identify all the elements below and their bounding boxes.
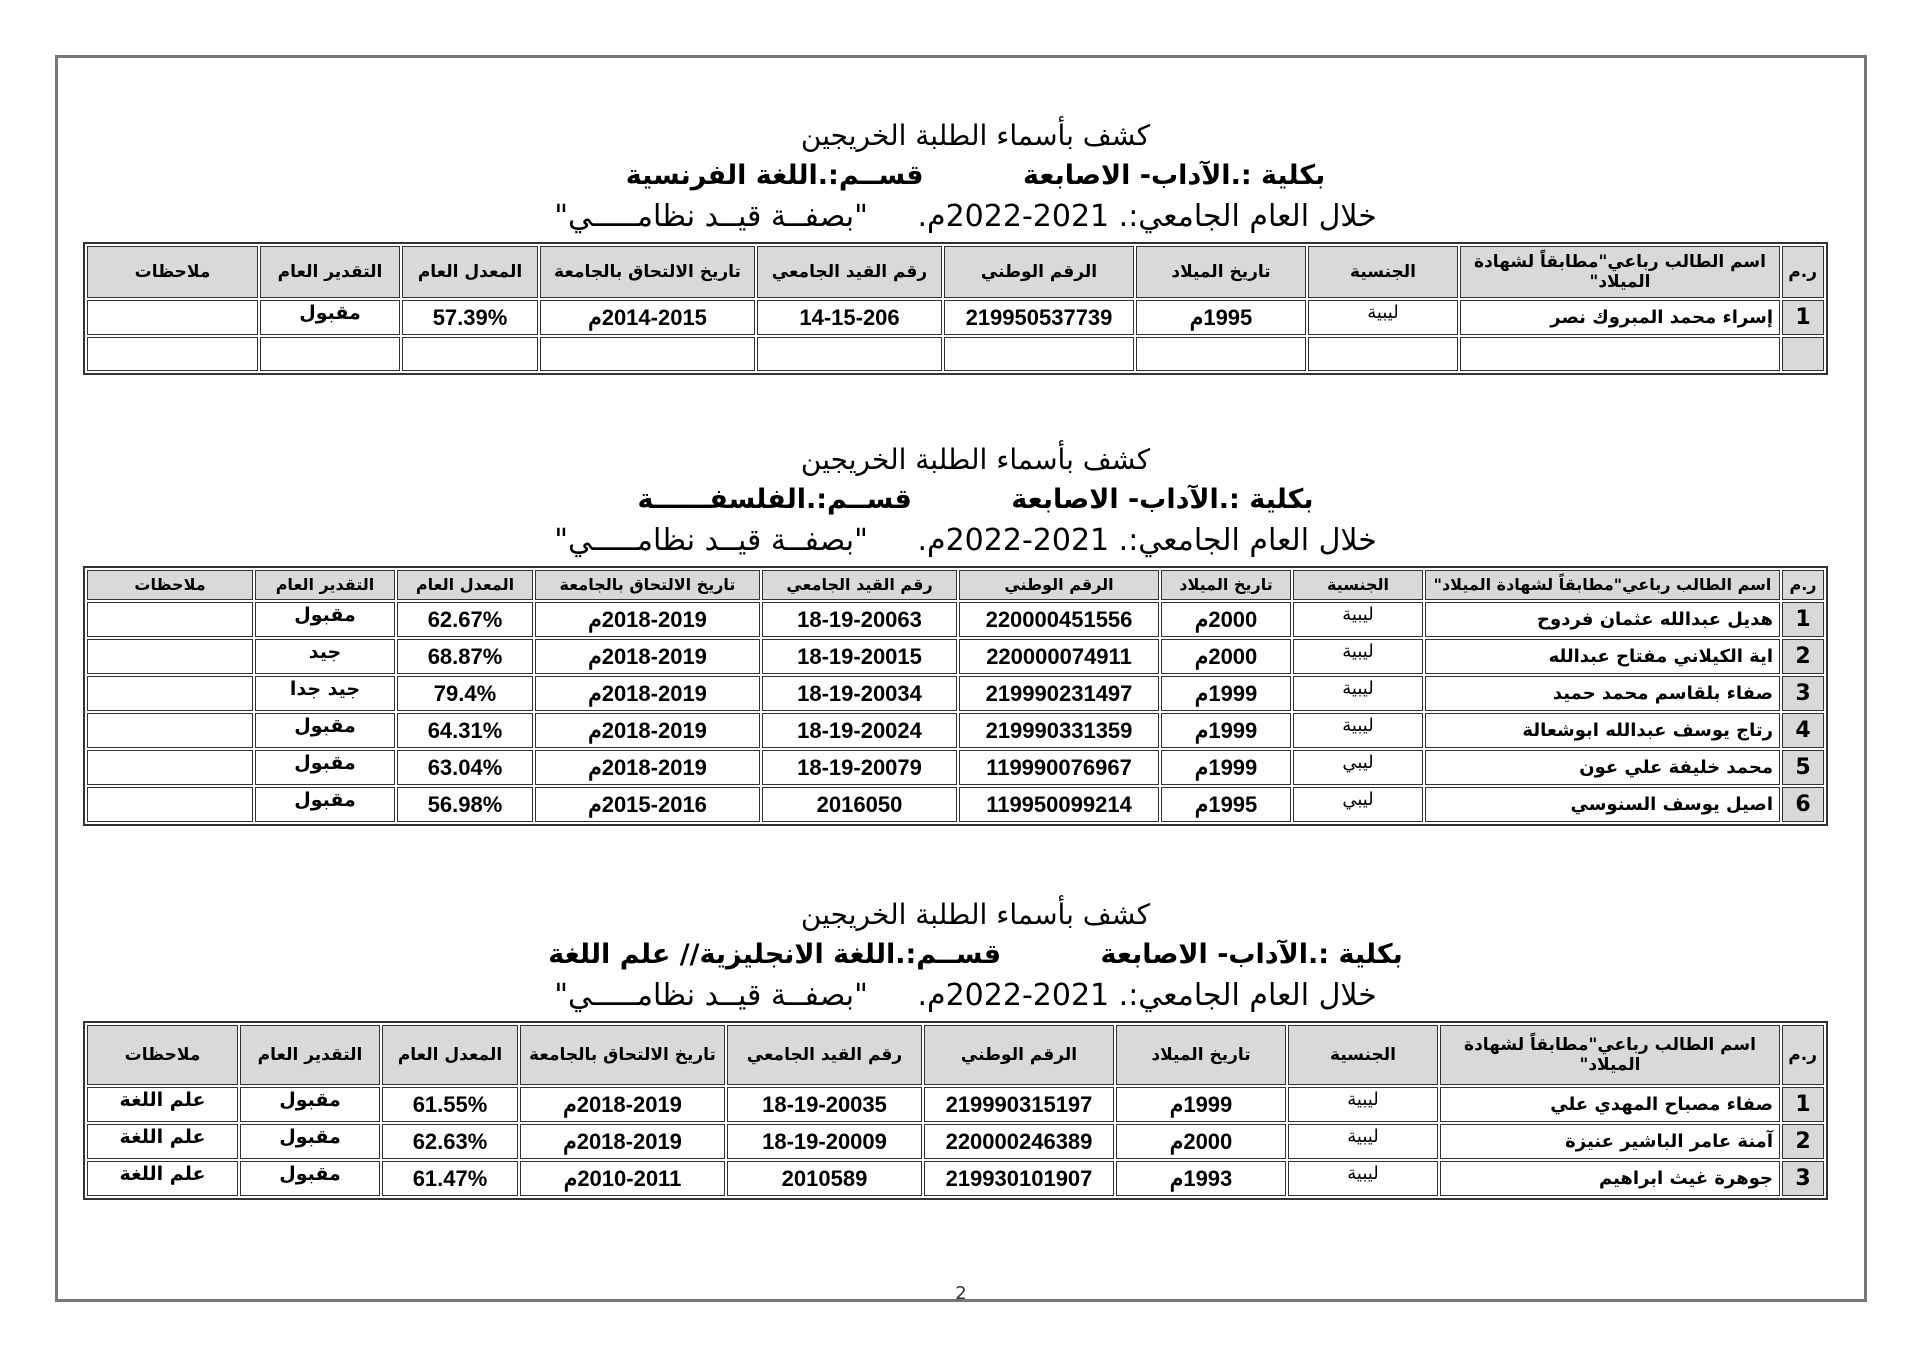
cell-gpa: 79.4%: [397, 676, 533, 711]
cell-gpa: 64.31%: [397, 713, 533, 748]
cell-index: 2: [1782, 639, 1824, 674]
cell-notes: [87, 787, 253, 822]
academic-year-line: [83, 196, 1828, 238]
cell-birth-date: 2000م: [1116, 1124, 1286, 1159]
header-name: اسم الطالب رباعي"مطابقاً لشهادة الميلاد": [1425, 570, 1780, 600]
header-name: اسم الطالب رباعي"مطابقاً لشهادة الميلاد": [1440, 1025, 1780, 1085]
cell-grade: [260, 337, 400, 371]
header-gpa: المعدل العام: [397, 570, 533, 600]
table-body: [87, 602, 1824, 822]
header-nationality: الجنسية: [1293, 570, 1423, 600]
table-row: [87, 750, 1824, 785]
cell-registration-number: 18-19-20035: [727, 1087, 922, 1122]
faculty-department-line: [83, 935, 1828, 975]
section-title: كشف بأسماء الطلبة الخريجين: [800, 443, 1151, 476]
cell-birth-date: 1995م: [1136, 300, 1306, 335]
cell-birth-date: 1999م: [1161, 713, 1291, 748]
cell-nationality: [1308, 337, 1458, 371]
header-birth-date: تاريخ الميلاد: [1136, 246, 1306, 298]
cell-name: هديل عبدالله عثمان فردوح: [1425, 602, 1780, 637]
cell-enrollment-date: 2014-2015م: [540, 300, 755, 335]
cell-nationality: ليبية: [1293, 676, 1423, 711]
table-body: [87, 1087, 1824, 1196]
table-header-row: [87, 570, 1824, 600]
cell-enrollment-date: 2018-2019م: [535, 713, 760, 748]
cell-notes: [87, 713, 253, 748]
cell-index: 6: [1782, 787, 1824, 822]
table-header-row: [87, 1025, 1824, 1085]
table-row: [87, 639, 1824, 674]
cell-gpa: 62.63%: [382, 1124, 518, 1159]
cell-nationality: ليبية: [1288, 1087, 1438, 1122]
section-philosophy: [83, 440, 1828, 826]
cell-notes: [87, 300, 258, 335]
header-gpa: المعدل العام: [382, 1025, 518, 1085]
cell-gpa: 63.04%: [397, 750, 533, 785]
cell-birth-date: 1999م: [1161, 676, 1291, 711]
faculty-label: بكلية :.الآداب- الاصابعة: [1100, 939, 1403, 970]
cell-index: 2: [1782, 1124, 1824, 1159]
header-registration-number: رقم القيد الجامعي: [762, 570, 957, 600]
cell-grade: مقبول: [240, 1161, 380, 1196]
cell-registration-number: 2016050: [762, 787, 957, 822]
cell-name: اصيل يوسف السنوسي: [1425, 787, 1780, 822]
cell-notes: [87, 676, 253, 711]
header-enrollment-date: تاريخ الالتحاق بالجامعة: [535, 570, 760, 600]
cell-national-id: [944, 337, 1134, 371]
header-national-id: الرقم الوطني: [924, 1025, 1114, 1085]
table-row: [87, 713, 1824, 748]
cell-nationality: ليبية: [1293, 602, 1423, 637]
cell-national-id: 119990076967: [959, 750, 1159, 785]
cell-national-id: 219990231497: [959, 676, 1159, 711]
header-grade: التقدير العام: [260, 246, 400, 298]
page-number: 2: [955, 1283, 967, 1304]
cell-registration-number: 18-19-20063: [762, 602, 957, 637]
cell-enrollment-date: 2010-2011م: [520, 1161, 725, 1196]
cell-name: رتاج يوسف عبدالله ابوشعالة: [1425, 713, 1780, 748]
cell-registration-number: 2010589: [727, 1161, 922, 1196]
cell-name: محمد خليفة علي عون: [1425, 750, 1780, 785]
cell-enrollment-date: 2018-2019م: [535, 750, 760, 785]
cell-grade: مقبول: [255, 713, 395, 748]
table-row: [87, 787, 1824, 822]
academic-year: خلال العام الجامعي:. 2021-2022م.: [917, 523, 1377, 558]
academic-year-line: [83, 975, 1828, 1017]
header-registration-number: رقم القيد الجامعي: [757, 246, 942, 298]
cell-enrollment-date: [540, 337, 755, 371]
cell-registration-number: 14-15-206: [757, 300, 942, 335]
header-registration-number: رقم القيد الجامعي: [727, 1025, 922, 1085]
department-label: قســم:.الفلسفــــــة: [637, 484, 912, 515]
table-row: [87, 1124, 1824, 1159]
graduates-table: [83, 242, 1828, 375]
header-nationality: الجنسية: [1288, 1025, 1438, 1085]
cell-birth-date: [1136, 337, 1306, 371]
graduates-table: [83, 566, 1828, 826]
cell-birth-date: 1999م: [1161, 750, 1291, 785]
academic-year-line: [83, 520, 1828, 562]
cell-national-id: 219950537739: [944, 300, 1134, 335]
header-notes: ملاحظات: [87, 1025, 238, 1085]
table-row: [87, 1087, 1824, 1122]
faculty-label: بكلية :.الآداب- الاصابعة: [1023, 160, 1326, 191]
header-gpa: المعدل العام: [402, 246, 538, 298]
cell-gpa: 68.87%: [397, 639, 533, 674]
table-row: [87, 300, 1824, 335]
header-notes: ملاحظات: [87, 570, 253, 600]
cell-gpa: 61.47%: [382, 1161, 518, 1196]
cell-grade: مقبول: [255, 602, 395, 637]
cell-notes: [87, 750, 253, 785]
cell-index: 3: [1782, 676, 1824, 711]
table-row: [87, 1161, 1824, 1196]
enrollment-status: "بصفــة قيــد نظامـــــي": [554, 978, 868, 1013]
header-notes: ملاحظات: [87, 246, 258, 298]
cell-birth-date: 1999م: [1116, 1087, 1286, 1122]
cell-nationality: ليبية: [1293, 639, 1423, 674]
cell-index: 1: [1782, 1087, 1824, 1122]
cell-national-id: 219990331359: [959, 713, 1159, 748]
cell-notes: علم اللغة: [87, 1087, 238, 1122]
cell-notes: [87, 639, 253, 674]
department-label: قســم:.اللغة الفرنسية: [625, 160, 924, 191]
cell-notes: [87, 337, 258, 371]
cell-nationality: ليبية: [1288, 1124, 1438, 1159]
cell-enrollment-date: 2018-2019م: [535, 676, 760, 711]
cell-birth-date: 2000م: [1161, 639, 1291, 674]
cell-notes: [87, 602, 253, 637]
header-index: ر.م: [1782, 570, 1824, 600]
cell-grade: مقبول: [240, 1087, 380, 1122]
department-label: قســم:.اللغة الانجليزية// علم اللغة: [548, 939, 1002, 970]
table-row: [87, 602, 1824, 637]
cell-name: اية الكيلاني مفتاح عبدالله: [1425, 639, 1780, 674]
header-national-id: الرقم الوطني: [944, 246, 1134, 298]
document-page: [55, 55, 1867, 1302]
header-nationality: الجنسية: [1308, 246, 1458, 298]
cell-nationality: ليبية: [1308, 300, 1458, 335]
cell-name: آمنة عامر الباشير عنيزة: [1440, 1124, 1780, 1159]
cell-registration-number: 18-19-20009: [727, 1124, 922, 1159]
section-title: كشف بأسماء الطلبة الخريجين: [800, 119, 1151, 152]
header-birth-date: تاريخ الميلاد: [1116, 1025, 1286, 1085]
header-index: ر.م: [1782, 246, 1824, 298]
cell-gpa: 62.67%: [397, 602, 533, 637]
header-name: اسم الطالب رباعي"مطابقاً لشهادة الميلاد": [1460, 246, 1780, 298]
cell-name: صفاء مصباح المهدي علي: [1440, 1087, 1780, 1122]
cell-birth-date: 1995م: [1161, 787, 1291, 822]
faculty-department-line: [83, 480, 1828, 520]
academic-year: خلال العام الجامعي:. 2021-2022م.: [917, 978, 1377, 1013]
cell-nationality: ليبية: [1293, 713, 1423, 748]
cell-grade: مقبول: [260, 300, 400, 335]
header-enrollment-date: تاريخ الالتحاق بالجامعة: [520, 1025, 725, 1085]
cell-national-id: 119950099214: [959, 787, 1159, 822]
header-enrollment-date: تاريخ الالتحاق بالجامعة: [540, 246, 755, 298]
cell-birth-date: 1993م: [1116, 1161, 1286, 1196]
header-grade: التقدير العام: [240, 1025, 380, 1085]
academic-year: خلال العام الجامعي:. 2021-2022م.: [917, 199, 1377, 234]
cell-national-id: 220000451556: [959, 602, 1159, 637]
section-english: [83, 895, 1828, 1200]
cell-nationality: ليبي: [1293, 750, 1423, 785]
cell-gpa: 57.39%: [402, 300, 538, 335]
cell-notes: علم اللغة: [87, 1161, 238, 1196]
cell-national-id: 219930101907: [924, 1161, 1114, 1196]
cell-gpa: 56.98%: [397, 787, 533, 822]
cell-index: [1782, 337, 1824, 371]
header-birth-date: تاريخ الميلاد: [1161, 570, 1291, 600]
cell-enrollment-date: 2018-2019م: [520, 1087, 725, 1122]
table-row: [87, 676, 1824, 711]
section-french: [83, 116, 1828, 375]
cell-enrollment-date: 2018-2019م: [535, 639, 760, 674]
faculty-department-line: [83, 156, 1828, 196]
cell-registration-number: 18-19-20034: [762, 676, 957, 711]
cell-national-id: 219990315197: [924, 1087, 1114, 1122]
cell-national-id: 220000074911: [959, 639, 1159, 674]
cell-nationality: ليبي: [1293, 787, 1423, 822]
cell-grade: جيد جدا: [255, 676, 395, 711]
cell-registration-number: 18-19-20079: [762, 750, 957, 785]
cell-gpa: [402, 337, 538, 371]
cell-index: 3: [1782, 1161, 1824, 1196]
graduates-table: [83, 1021, 1828, 1200]
cell-notes: علم اللغة: [87, 1124, 238, 1159]
cell-index: 1: [1782, 602, 1824, 637]
header-grade: التقدير العام: [255, 570, 395, 600]
table-row-empty: [87, 337, 1824, 371]
cell-index: 5: [1782, 750, 1824, 785]
cell-grade: مقبول: [240, 1124, 380, 1159]
cell-birth-date: 2000م: [1161, 602, 1291, 637]
cell-enrollment-date: 2018-2019م: [535, 602, 760, 637]
cell-name: [1460, 337, 1780, 371]
cell-index: 1: [1782, 300, 1824, 335]
enrollment-status: "بصفــة قيــد نظامـــــي": [554, 199, 868, 234]
cell-name: إسراء محمد المبروك نصر: [1460, 300, 1780, 335]
cell-registration-number: [757, 337, 942, 371]
cell-grade: مقبول: [255, 787, 395, 822]
enrollment-status: "بصفــة قيــد نظامـــــي": [554, 523, 868, 558]
cell-registration-number: 18-19-20024: [762, 713, 957, 748]
cell-national-id: 220000246389: [924, 1124, 1114, 1159]
cell-grade: مقبول: [255, 750, 395, 785]
cell-gpa: 61.55%: [382, 1087, 518, 1122]
cell-enrollment-date: 2015-2016م: [535, 787, 760, 822]
section-title: كشف بأسماء الطلبة الخريجين: [800, 898, 1151, 931]
cell-name: جوهرة غيث ابراهيم: [1440, 1161, 1780, 1196]
faculty-label: بكلية :.الآداب- الاصابعة: [1011, 484, 1314, 515]
cell-grade: جيد: [255, 639, 395, 674]
header-national-id: الرقم الوطني: [959, 570, 1159, 600]
cell-index: 4: [1782, 713, 1824, 748]
cell-name: صفاء بلقاسم محمد حميد: [1425, 676, 1780, 711]
table-header-row: [87, 246, 1824, 298]
cell-registration-number: 18-19-20015: [762, 639, 957, 674]
header-index: ر.م: [1782, 1025, 1824, 1085]
cell-nationality: ليبية: [1288, 1161, 1438, 1196]
cell-enrollment-date: 2018-2019م: [520, 1124, 725, 1159]
